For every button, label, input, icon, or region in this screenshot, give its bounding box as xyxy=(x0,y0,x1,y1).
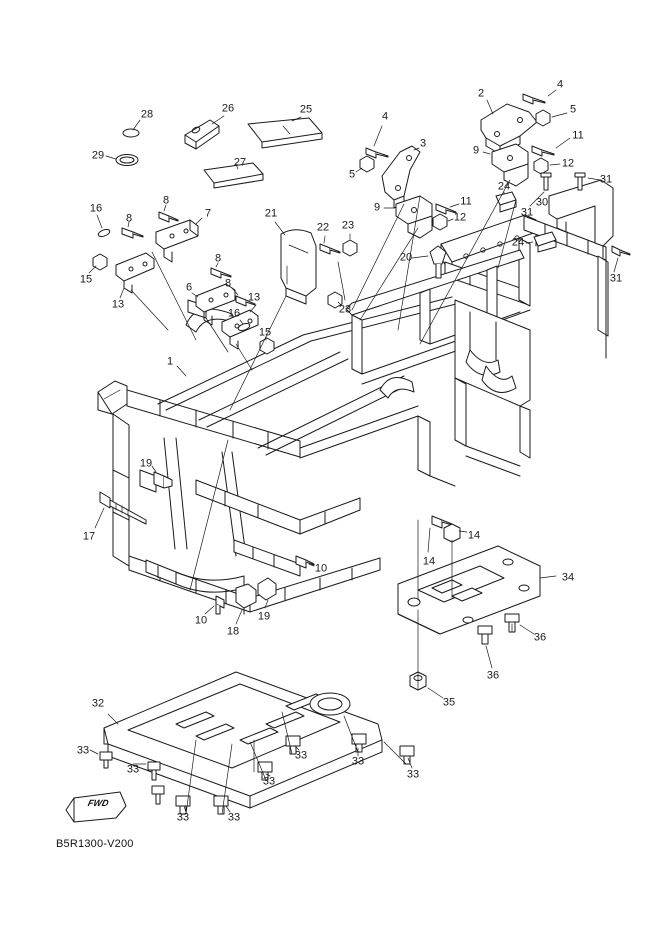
callout-number: 33 xyxy=(176,811,190,824)
callout-number: 14 xyxy=(422,555,436,568)
part-29-oring xyxy=(116,155,138,166)
callout-number: 8 xyxy=(125,212,133,225)
callout-number: 31 xyxy=(599,173,613,186)
callout-number: 11 xyxy=(460,195,472,208)
callout-number: 8 xyxy=(214,252,222,265)
callout-number: 12 xyxy=(561,157,575,170)
part-15-nut-mid xyxy=(260,338,274,354)
callout-number: 25 xyxy=(299,103,313,116)
part-24-plate-upper xyxy=(496,192,516,212)
part-4-bolt-left xyxy=(366,148,388,158)
callout-number: 10 xyxy=(314,562,328,575)
callout-number: 13 xyxy=(111,298,125,311)
callout-number: 16 xyxy=(227,307,241,320)
callout-number: 23 xyxy=(338,303,352,316)
fwd-direction-label: FWD xyxy=(86,798,110,808)
callout-number: 4 xyxy=(556,78,564,91)
callout-number: 15 xyxy=(258,326,272,339)
callout-number: 12 xyxy=(453,211,467,224)
callout-number: 20 xyxy=(399,251,413,264)
callout-number: 36 xyxy=(486,669,500,682)
part-16-washer-left xyxy=(97,228,110,238)
callout-number: 7 xyxy=(204,207,212,220)
callout-number: 21 xyxy=(264,207,278,220)
callout-number: 22 xyxy=(316,221,330,234)
part-5-nut-right xyxy=(536,110,550,126)
callout-number: 30 xyxy=(535,196,549,209)
callout-number: 2 xyxy=(477,87,485,100)
callout-number: 34 xyxy=(561,571,575,584)
part-11-bolt-right xyxy=(532,146,554,156)
part-7-bracket xyxy=(156,220,198,262)
callout-number: 33 xyxy=(262,775,276,788)
callout-number: 6 xyxy=(185,281,193,294)
callout-number: 9 xyxy=(472,144,480,157)
callout-number: 17 xyxy=(82,530,96,543)
callout-number: 33 xyxy=(406,768,420,781)
part-4-bolt-right xyxy=(523,94,545,104)
callout-number: 33 xyxy=(294,749,308,762)
callout-number: 31 xyxy=(520,206,534,219)
part-19-collar-left xyxy=(154,472,172,488)
part-13-bracket-left xyxy=(116,253,154,293)
callout-number: 28 xyxy=(140,108,154,121)
callout-number: 33 xyxy=(126,763,140,776)
callout-number: 31 xyxy=(609,272,623,285)
callout-number: 23 xyxy=(341,219,355,232)
callout-number: 33 xyxy=(227,811,241,824)
callout-number: 9 xyxy=(373,201,381,214)
callout-number: 18 xyxy=(226,625,240,638)
callout-number: 24 xyxy=(497,180,511,193)
callout-number: 16 xyxy=(89,202,103,215)
callout-number: 11 xyxy=(572,129,584,142)
part-21-guard xyxy=(281,230,316,304)
callout-number: 3 xyxy=(419,137,427,150)
part-26-bracket xyxy=(185,120,219,149)
part-36-bolt-lower xyxy=(478,626,492,644)
callout-number: 19 xyxy=(139,457,153,470)
callout-number: 27 xyxy=(233,156,247,169)
callout-number: 24 xyxy=(511,236,525,249)
callout-number: 33 xyxy=(351,755,365,768)
callout-number: 13 xyxy=(247,291,261,304)
callout-number: 35 xyxy=(442,696,456,709)
callout-number: 14 xyxy=(467,529,481,542)
part-12-nut-left xyxy=(433,214,447,230)
callout-number: 1 xyxy=(166,355,174,368)
callout-number: 5 xyxy=(348,168,356,181)
callout-number: 26 xyxy=(221,102,235,115)
callout-number: 36 xyxy=(533,631,547,644)
callout-number: 15 xyxy=(79,273,93,286)
part-5-nut-left xyxy=(360,156,374,172)
callout-number: 5 xyxy=(569,103,577,116)
drawing-code: B5R1300-V200 xyxy=(56,838,134,850)
part-32-skid-plate xyxy=(104,672,382,808)
callout-number: 33 xyxy=(76,744,90,757)
part-28-washer xyxy=(123,129,139,137)
part-14-bolts xyxy=(432,516,460,542)
callout-number: 8 xyxy=(224,277,232,290)
part-15-nut-left xyxy=(93,254,107,270)
callout-number: 4 xyxy=(381,110,389,123)
part-25-panel xyxy=(248,118,322,148)
callout-number: 29 xyxy=(91,149,105,162)
callout-number: 32 xyxy=(91,697,105,710)
callout-number: 8 xyxy=(162,194,170,207)
callout-number: 10 xyxy=(194,614,208,627)
part-12-nut-right xyxy=(534,158,548,174)
part-22-bolt xyxy=(320,244,340,254)
callout-number: 19 xyxy=(257,610,271,623)
